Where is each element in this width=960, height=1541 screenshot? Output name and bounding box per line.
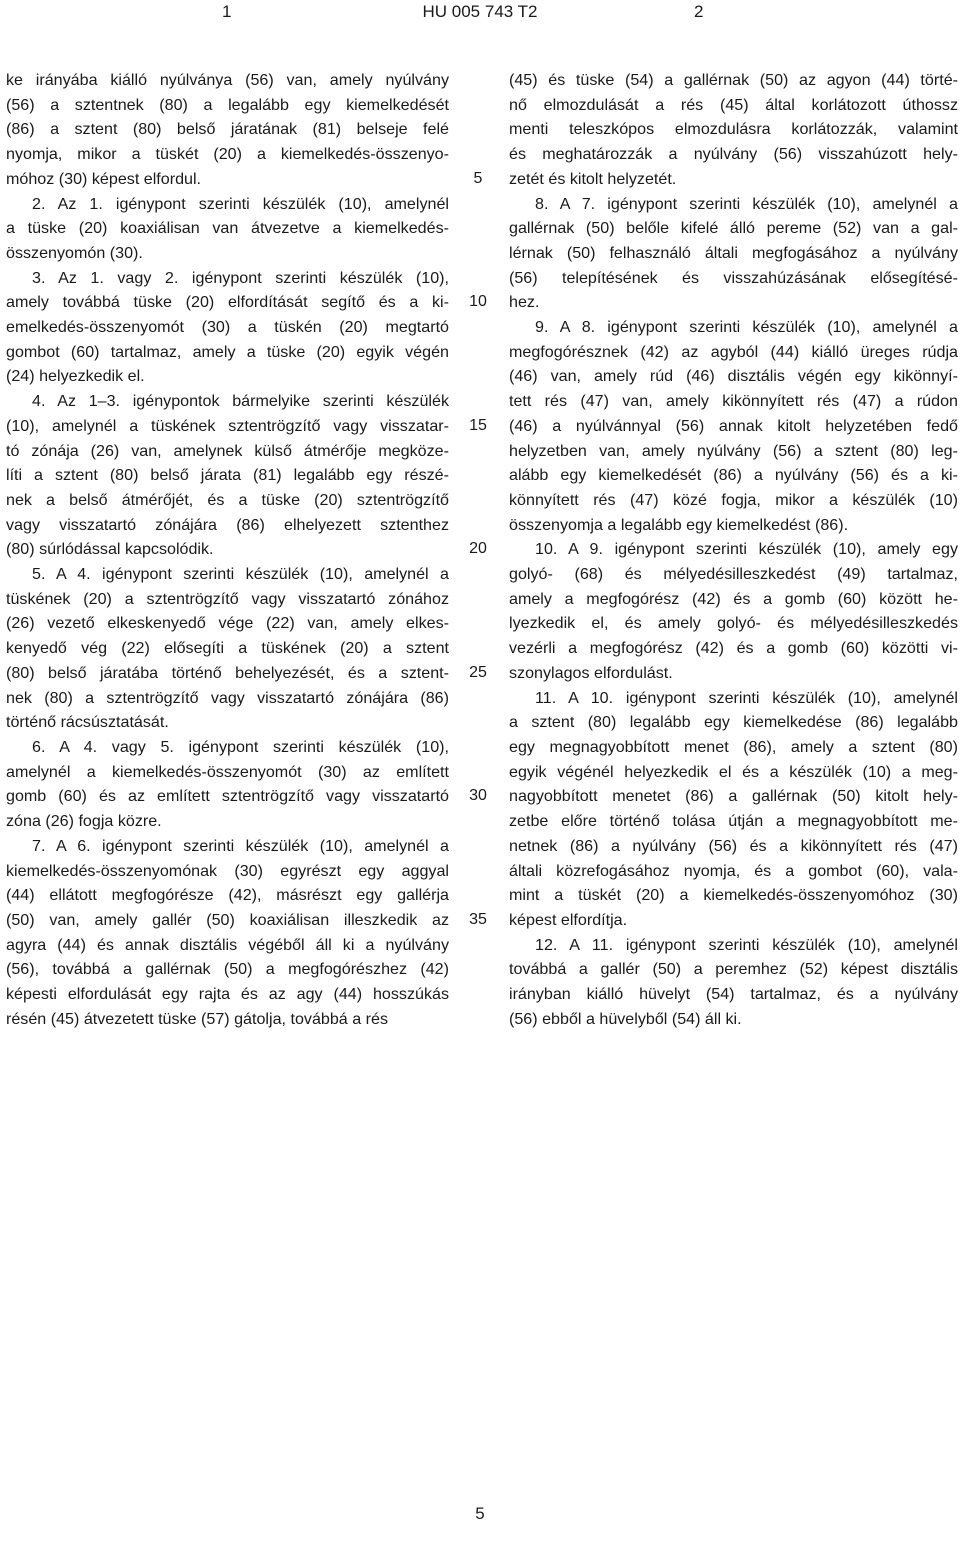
- text-line: nagyobbított menetet (86) a gallérnak (50) kitolt hely-: [509, 787, 958, 806]
- text-line: és meghatározzák a nyúlvány (56) visszahúzott hely-: [509, 145, 958, 164]
- text-line: líti a sztent (80) belső járata (81) legalább egy részé-: [6, 466, 449, 485]
- text-line: (44) ellátott megfogórésze (42), másrészt egy gallérja: [6, 886, 449, 905]
- text-line: móhoz (30) képest elfordul.: [6, 169, 202, 188]
- text-line: (46) a nyúlvánnyal (56) annak kitolt helyzetében fedő: [509, 416, 958, 435]
- text-line: ke irányába kiálló nyúlványa (56) van, amely nyúlvány: [6, 71, 449, 89]
- text-line: történő rácsúsztatását.: [6, 713, 169, 732]
- text-line: menti teleszkópos elmozdulásra korlátozzák, valamint: [509, 120, 958, 139]
- left-column-paragraph: [6, 266, 449, 390]
- text-line: 6. A 4. vagy 5. igénypont szerinti készülék (10),: [32, 737, 449, 756]
- line-number: 15: [469, 416, 487, 434]
- left-column-paragraph: [6, 834, 449, 1032]
- text-line: tüskének (20) a sztentrögzítő vagy visszatartó zónához: [6, 589, 449, 608]
- text-line: könnyített rés (47) közé fogja, mikor a készülék (10): [509, 490, 958, 509]
- text-line: szonylagos elfordulást.: [509, 663, 673, 682]
- text-line: irányban kiálló hüvelyt (54) tartalmaz, és a nyúlvány: [509, 985, 958, 1004]
- text-line: zóna (26) fogja közre.: [6, 812, 162, 831]
- text-line: gomb (60) és az említett sztentrögzítő vagy visszatartó: [6, 787, 449, 806]
- right-column-paragraph: [509, 537, 958, 685]
- text-line: 2. Az 1. igénypont szerinti készülék (10), amelynél: [32, 194, 449, 213]
- text-line: (56) a sztentnek (80) a legalább egy kiemelkedését: [6, 95, 449, 114]
- text-line: (24) helyezkedik el.: [6, 367, 145, 386]
- text-line: nek (80) a sztentrögzítő vagy visszatartó zónájára (86): [6, 688, 449, 707]
- text-line: 10. A 9. igénypont szerinti készülék (10), amely egy: [535, 540, 958, 559]
- left-page-number: 1: [222, 2, 232, 21]
- left-column-paragraph: [6, 192, 449, 266]
- line-number: 35: [469, 910, 487, 928]
- text-line: nő elmozdulását a rés (45) által korlátozott úthossz: [509, 95, 958, 114]
- text-line: lérnak (50) felhasználó általi megfogásához a nyúlvány: [509, 243, 958, 262]
- text-line: vezérli a megfogórész (42) és a gomb (60) közötti vi-: [509, 639, 958, 658]
- text-line: (46) van, amely rúd (46) disztális végén egy kikönnyí-: [509, 367, 958, 386]
- text-line: amelynél a kiemelkedés-összenyomót (30) az említett: [6, 762, 449, 781]
- text-line: 5. A 4. igénypont szerinti készülék (10), amelynél a: [32, 565, 449, 584]
- text-line: (10), amelynél a tüskének sztentrögzítő vagy visszatar-: [6, 416, 449, 435]
- text-line: hez.: [509, 293, 540, 312]
- text-line: vagy visszatartó zónájára (86) elhelyezett sztenthez: [6, 515, 449, 534]
- right-column-paragraph: [509, 686, 958, 933]
- text-line: résén (45) átvezetett tüske (57) gátolja, továbbá a rés: [6, 1009, 388, 1028]
- text-line: 7. A 6. igénypont szerinti készülék (10), amelynél a: [32, 836, 449, 855]
- text-line: nek a belső átmérőjét, és a tüske (20) sztentrögzítő: [6, 490, 449, 509]
- text-line: amely a megfogórész (42) és a gomb (60) között he-: [509, 589, 958, 608]
- left-column-paragraph: [6, 562, 449, 735]
- text-line: 12. A 11. igénypont szerinti készülék (10), amelynél: [535, 935, 958, 954]
- left-column-paragraph: [6, 68, 449, 192]
- right-page-number: 2: [694, 2, 704, 21]
- text-line: összenyomja a legalább egy kiemelkedést (86).: [509, 515, 849, 534]
- text-line: amely továbbá tüske (20) elfordítását segítő és a ki-: [6, 293, 449, 312]
- text-line: zetbe előre történő tolása útján a megnagyobbított me-: [509, 812, 958, 831]
- footer-page-number: 5: [475, 1504, 485, 1523]
- text-line: mint a tüskét (20) a kiemelkedés-összenyomóhoz (30): [509, 886, 958, 905]
- text-line: alább egy kiemelkedését (86) a nyúlvány (56) és a ki-: [509, 466, 958, 485]
- text-line: lyezkedik el, és amely golyó- és mélyedésilleszkedés: [509, 614, 958, 633]
- left-column-paragraph: [6, 389, 449, 562]
- line-number: 25: [469, 663, 487, 681]
- left-text-column: [6, 68, 449, 1031]
- text-line: a tüske (20) koaxiálisan van átvezetve a kiemelkedés-: [6, 219, 449, 238]
- text-line: 8. A 7. igénypont szerinti készülék (10), amelynél a: [535, 194, 958, 213]
- text-line: továbbá a gallér (50) a peremhez (52) képest disztális: [509, 960, 958, 979]
- text-line: golyó- (68) és mélyedésilleszkedést (49) tartalmaz,: [509, 565, 958, 584]
- text-line: összenyomón (30).: [6, 243, 143, 262]
- text-line: általi közrefogásához nyomja, és a gombot (60), vala-: [509, 861, 958, 880]
- right-column-paragraph: [509, 192, 958, 316]
- line-number: 10: [469, 293, 487, 311]
- text-line: 9. A 8. igénypont szerinti készülék (10), amelynél a: [535, 318, 958, 337]
- text-line: (50) van, amely gallér (50) koaxiálisan illeszkedik az: [6, 910, 449, 929]
- text-line: kenyedő vég (22) elősegíti a tüskének (20) a sztent: [6, 639, 449, 658]
- text-line: (56), továbbá a gallérnak (50) a megfogórészhez (42): [6, 960, 449, 979]
- text-line: egyik végénél helyezkedik el és a készülék (10) a meg-: [509, 762, 958, 781]
- text-line: (80) belső járatába történő behelyezését, és a sztent-: [6, 663, 449, 682]
- right-column-paragraph: [509, 68, 958, 192]
- text-line: netnek (86) a nyúlvány (56) és a kikönnyített rés (47): [509, 836, 958, 855]
- text-line: 3. Az 1. vagy 2. igénypont szerinti készülék (10),: [32, 268, 449, 287]
- text-line: gallérnak (50) belőle kifelé álló pereme (52) van a gal-: [509, 219, 958, 238]
- text-line: agyra (44) és annak disztális végéből áll ki a nyúlvány: [6, 935, 449, 954]
- text-line: (56) ebből a hüvelyből (54) áll ki.: [509, 1009, 742, 1028]
- line-number: 20: [469, 540, 487, 558]
- left-column-paragraph: [6, 735, 449, 834]
- text-line: tett rés (47) van, amely kikönnyített rés (47) a rúdon: [509, 392, 958, 411]
- text-line: képest elfordítja.: [509, 910, 628, 929]
- text-line: egy megnagyobbított menet (86), amely a sztent (80): [509, 737, 958, 756]
- text-line: (45) és tüske (54) a gallérnak (50) az agyon (44) törté-: [509, 71, 958, 89]
- text-line: helyzetben van, amely nyúlvány (56) a sztent (80) leg-: [509, 441, 958, 460]
- text-line: (80) súrlódással kapcsolódik.: [6, 540, 214, 559]
- text-line: (26) vezető elkeskenyedő vége (22) van, amely elkes-: [6, 614, 449, 633]
- line-number: 5: [473, 169, 483, 187]
- text-line: (86) a sztent (80) belső járatának (81) belseje felé: [6, 120, 449, 139]
- right-column-paragraph: [509, 315, 958, 537]
- text-line: emelkedés-összenyomót (30) a tüskén (20) megtartó: [6, 318, 449, 337]
- text-line: megfogórésznek (42) az agyból (44) kiálló üreges rúdja: [509, 342, 958, 361]
- text-line: gombot (60) tartalmaz, amely a tüske (20) egyik végén: [6, 342, 449, 361]
- text-line: 4. Az 1–3. igénypontok bármelyike szerinti készülék: [32, 392, 449, 411]
- text-line: a sztent (80) legalább egy kiemelkedése (86) legalább: [509, 713, 958, 732]
- text-line: 11. A 10. igénypont szerinti készülék (10), amelynél: [535, 688, 958, 707]
- text-line: tó zónája (26) van, amelynek külső átmérője megköze-: [6, 441, 449, 460]
- text-line: (56) telepítésének és visszahúzásának elősegítésé-: [509, 268, 958, 287]
- right-text-column: [509, 68, 958, 1031]
- text-line: nyomja, mikor a tüskét (20) a kiemelkedés-összenyo-: [6, 145, 449, 164]
- right-column-paragraph: [509, 933, 958, 1032]
- document-number: HU 005 743 T2: [422, 2, 538, 21]
- line-number: 30: [469, 787, 487, 805]
- text-line: zetét és kitolt helyzetét.: [509, 169, 677, 188]
- text-line: képesti elfordulását egy rajta és az agy (44) hosszúkás: [6, 985, 449, 1004]
- text-line: kiemelkedés-összenyomónak (30) egyrészt egy aggyal: [6, 861, 449, 880]
